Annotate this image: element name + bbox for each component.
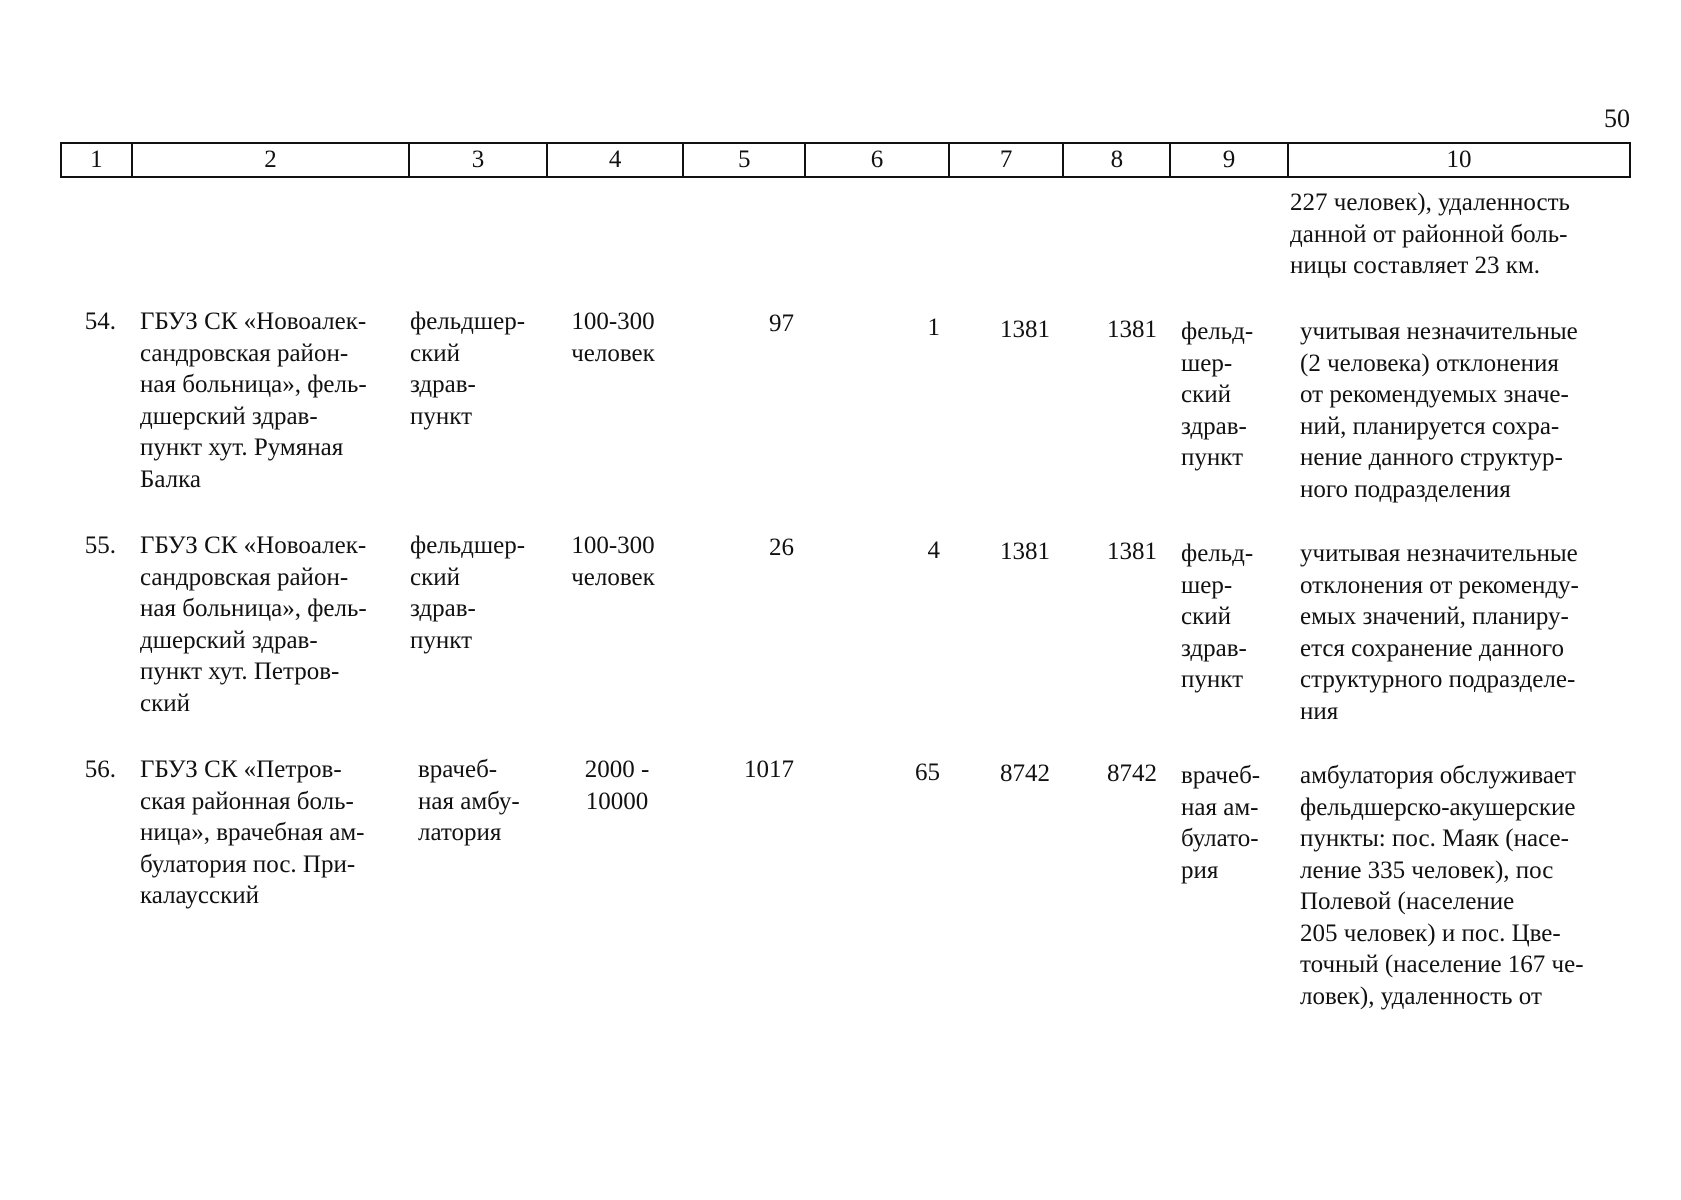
value-col8: 8742 [1107, 760, 1157, 787]
value-col5: 1017 [744, 756, 794, 783]
column-number-9: 9 [1171, 144, 1289, 176]
population-range: 2000 - 10000 [584, 756, 650, 815]
facility-type: врачеб- ная амбу- латория [418, 756, 520, 846]
value-col9: фельд- шер- ский здрав- пункт [1181, 540, 1254, 693]
value-col9: врачеб- ная ам- булато- рия [1181, 762, 1261, 884]
column-number-3: 3 [410, 144, 548, 176]
note: амбулатория обслуживает фельдшерско-акушерские пункты: пос. Маяк (насе- ление 335 человек), пос Полевой (население 205 человек) и пос. Цве- точный (население 167 че- ловек), удаленность от [1300, 762, 1584, 1010]
population-range: 100-300 человек [571, 308, 655, 367]
value-col8: 1381 [1107, 316, 1157, 343]
value-col6: 1 [927, 314, 940, 341]
value-col5: 97 [769, 310, 794, 337]
page-number: 50 [1604, 104, 1630, 133]
facility-type: фельдшер- ский здрав- пункт [410, 532, 526, 654]
row-number: 55. [84, 532, 116, 559]
column-number-10: 10 [1446, 146, 1472, 173]
column-number-2: 2 [133, 144, 410, 176]
column-number-1: 1 [62, 144, 133, 176]
carry-over-note: 227 человек), удаленность данной от районной боль- ницы составляет 23 км. [1290, 189, 1570, 279]
column-number-4: 4 [548, 144, 685, 176]
column-number-5: 5 [684, 144, 806, 176]
column-number-header [60, 142, 1631, 178]
note: учитывая незначительные отклонения от рекоменду- емых значений, планиру- ется сохранение данного структурного подразделе- ния [1300, 540, 1579, 725]
facility-name: ГБУЗ СК «Новоалек- сандровская район- ная больница», фель- дшерский здрав- пункт хут. Румяная Балка [140, 308, 367, 493]
value-col7: 8742 [1000, 760, 1050, 787]
column-number-6: 6 [806, 144, 950, 176]
value-col9: фельд- шер- ский здрав- пункт [1181, 318, 1254, 471]
column-number-8: 8 [1064, 144, 1171, 176]
row-number: 56. [84, 756, 116, 783]
value-col7: 1381 [1000, 316, 1050, 343]
value-col6: 4 [927, 537, 940, 564]
row-number: 54. [84, 308, 116, 335]
note: учитывая незначительные (2 человека) отклонения от рекомендуемых значе- ний, планируется сохра- нение данного структур- ного подразделения [1300, 318, 1578, 503]
value-col6: 65 [915, 759, 940, 786]
population-range: 100-300 человек [571, 532, 655, 591]
facility-name: ГБУЗ СК «Новоалек- сандровская район- ная больница», фель- дшерский здрав- пункт хут. Петров- ский [140, 532, 367, 717]
facility-name: ГБУЗ СК «Петров- ская районная боль- ница», врачебная ам- булатория пос. При- калаусский [140, 756, 365, 909]
value-col7: 1381 [1000, 538, 1050, 565]
value-col8: 1381 [1107, 538, 1157, 565]
value-col5: 26 [769, 534, 794, 561]
column-number-7: 7 [950, 144, 1065, 176]
facility-type: фельдшер- ский здрав- пункт [410, 308, 526, 430]
